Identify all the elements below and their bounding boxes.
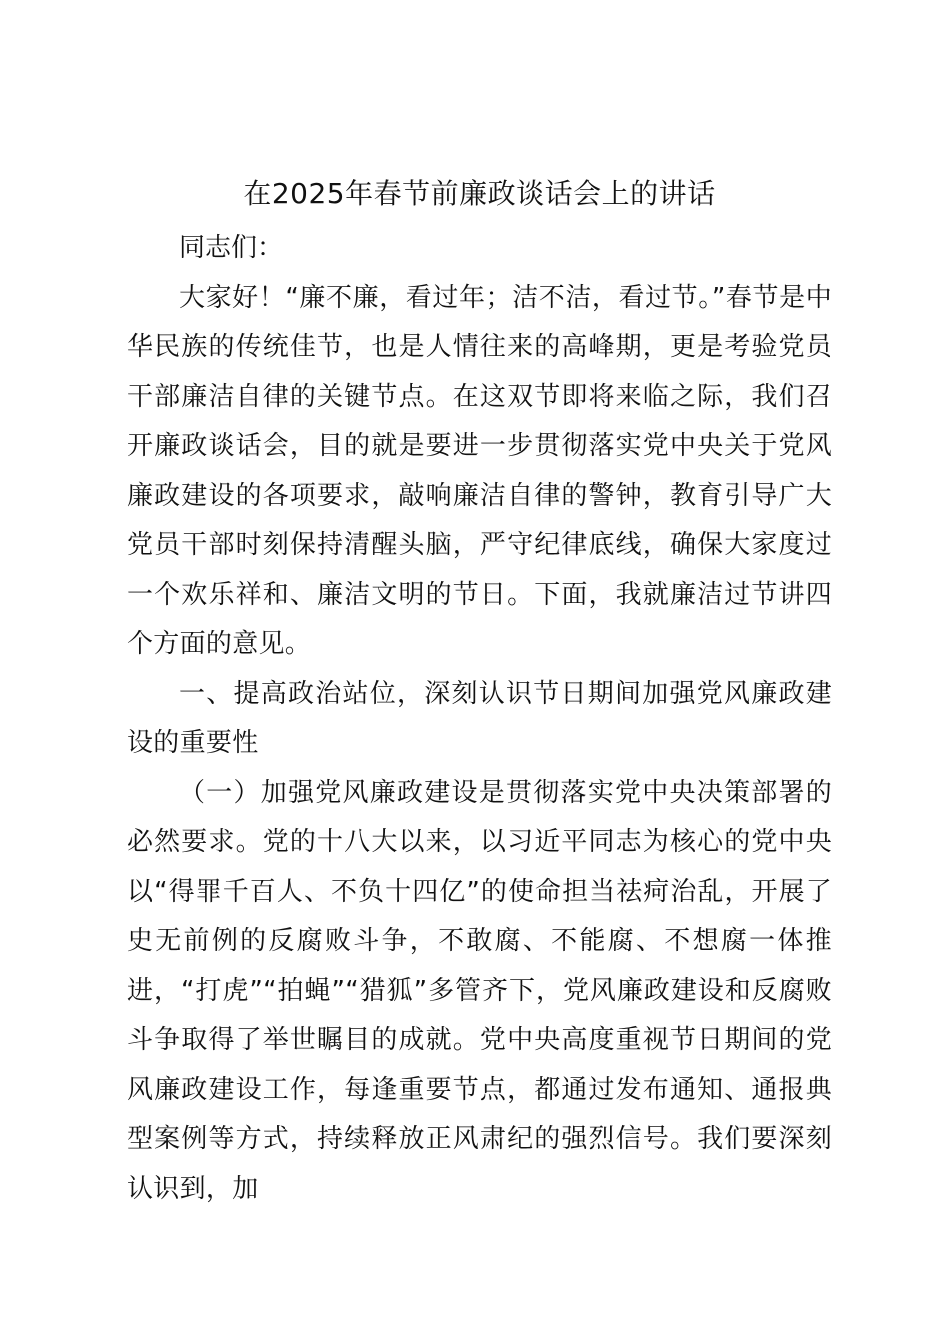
salutation: 同志们： (179, 233, 284, 263)
paragraph-intro: 大家好！“廉不廉，看过年；洁不洁，看过节。”春节是中华民族的传统佳节，也是人情往来的高峰期，更是考验党员干部廉洁自律的关键节点。在这双节即将来临之际，我们召开廉政谈话会，目的就是要进一步贯彻落实党中央关于党风廉政建设的各项要求，敲响廉洁自律的警钟，教育引导广大党员干部时刻保持清醒头脑，严守纪律底线，确保大家度过一个欢乐祥和、廉洁文明的节日。下面，我就廉洁过节讲四个方面的意见。 (127, 282, 832, 659)
paragraph-subsection-1: （一）加强党风廉政建设是贯彻落实党中央决策部署的必然要求。党的十八大以来，以习近平同志为核心的党中央以“得罪千百人、不负十四亿”的使命担当祛疴治乱，开展了史无前例的反腐败斗争，不敢腐、不能腐、不想腐一体推进，“打虎”“拍蝇”“猎狐”多管齐下，党风廉政建设和反腐败斗争取得了举世瞩目的成就。党中央高度重视节日期间的党风廉政建设工作，每逢重要节点，都通过发布通知、通报典型案例等方式，持续释放正风肃纪的强烈信号。我们要深刻认识到，加 (127, 777, 832, 1204)
document-title: 在2025年春节前廉政谈话会上的讲话 (243, 177, 716, 210)
section-heading-1: 一、提高政治站位，深刻认识节日期间加强党风廉政建设的重要性 (127, 678, 832, 758)
document-page (127, 172, 832, 1214)
